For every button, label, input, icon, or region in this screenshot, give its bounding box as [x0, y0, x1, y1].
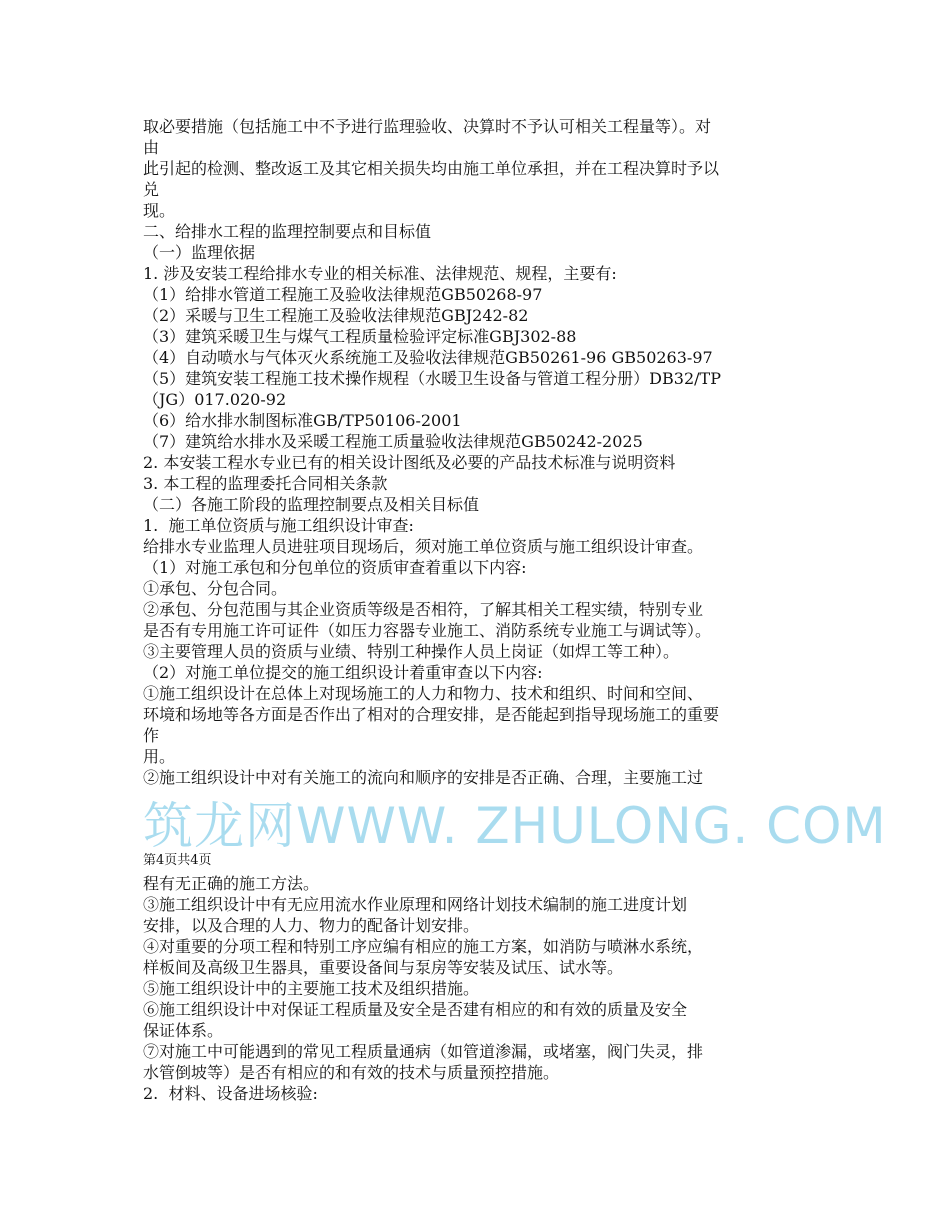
standard-item: （4）自动喷水与气体灭火系统施工及验收法律规范GB50261-96 GB50263-97 [143, 348, 713, 367]
text-line: ③主要管理人员的资质与业绩、特别工种操作人员上岗证（如焊工等工种）。 [143, 642, 680, 661]
standard-item: （3）建筑采暖卫生与煤气工程质量检验评定标准GBJ302-88 [143, 327, 577, 346]
text-line: 由 [143, 138, 160, 157]
body-text-upper [143, 116, 823, 788]
standard-item: （1）给排水管道工程施工及验收法律规范GB50268-97 [143, 285, 543, 304]
text-line: ④对重要的分项工程和特别工序应编有相应的施工方案，如消防与喷淋水系统， [143, 937, 704, 956]
text-line: ⑥施工组织设计中对保证工程质量及安全是否建有相应的和有效的质量及安全 [143, 1000, 688, 1019]
text-line: 环境和场地等各方面是否作出了相对的合理安排，是否能起到指导现场施工的重要 [143, 705, 720, 724]
standard-item: （5）建筑安装工程施工技术操作规程（水暖卫生设备与管道工程分册）DB32/TP [143, 369, 721, 388]
text-line: 是否有专用施工许可证件（如压力容器专业施工、消防系统专业施工与调试等）。 [143, 621, 712, 640]
text-line: 取必要措施（包括施工中不予进行监理验收、决算时不予认可相关工程量等）。对 [143, 117, 712, 136]
text-line: ⑤施工组织设计中的主要施工技术及组织措施。 [143, 979, 480, 998]
text-line: ③施工组织设计中有无应用流水作业原理和网络计划技术编制的施工进度计划 [143, 895, 688, 914]
text-line: ⑦对施工中可能遇到的常见工程质量通病（如管道渗漏，或堵塞，阀门失灵，排 [143, 1042, 704, 1061]
section-heading: 二、给排水工程的监理控制要点和目标值 [143, 222, 432, 241]
page-number: 第4页共4页 [143, 853, 212, 868]
text-line: ②施工组织设计中对有关施工的流向和顺序的安排是否正确、合理，主要施工过 [143, 768, 704, 787]
standard-item: （7）建筑给水排水及采暖工程施工质量验收法律规范GB50242-2025 [143, 432, 643, 451]
text-line: 给排水专业监理人员进驻项目现场后，须对施工单位资质与施工组织设计审查。 [143, 537, 704, 556]
subsection-heading: （一）监理依据 [143, 243, 256, 262]
subsection-heading: （二）各施工阶段的监理控制要点及相关目标值 [143, 495, 480, 514]
text-line: （2）对施工单位提交的施工组织设计着重审查以下内容: [143, 663, 543, 682]
standard-item: （6）给水排水制图标准GB/TP50106-2001 [143, 411, 462, 430]
text-line: 样板间及高级卫生器具，重要设备间与泵房等安装及试压、试水等。 [143, 958, 624, 977]
text-line: 3. 本工程的监理委托合同相关条款 [143, 474, 388, 493]
text-line: （1）对施工承包和分包单位的资质审查着重以下内容: [143, 558, 527, 577]
text-line: 保证体系。 [143, 1021, 224, 1040]
standard-item: （2）采暖与卫生工程施工及验收法律规范GBJ242-82 [143, 306, 529, 325]
text-line: 用。 [143, 747, 176, 766]
text-line: 2. 本安装工程水专业已有的相关设计图纸及必要的产品技术标准与说明资料 [143, 453, 676, 472]
standard-item: （JG）017.020-92 [143, 390, 287, 409]
text-line: 水管倒坡等）是否有相应的和有效的技术与质量预控措施。 [143, 1063, 560, 1082]
text-line: 兑 [143, 180, 160, 199]
text-line: 作 [143, 726, 160, 745]
text-line: ①施工组织设计在总体上对现场施工的人力和物力、技术和组织、时间和空间、 [143, 684, 704, 703]
text-line: 此引起的检测、整改返工及其它相关损失均由施工单位承担，并在工程决算时予以 [143, 159, 720, 178]
text-line: 2. 材料、设备进场核验: [143, 1084, 318, 1103]
text-line: ①承包、分包合同。 [143, 579, 288, 598]
text-line: 1. 施工单位资质与施工组织设计审查: [143, 516, 414, 535]
text-line: 程有无正确的施工方法。 [143, 874, 320, 893]
text-line: 安排，以及合理的人力、物力的配备计划安排。 [143, 916, 480, 935]
body-text-lower [143, 873, 823, 1104]
text-line: 现。 [143, 201, 176, 220]
text-line: ②承包、分包范围与其企业资质等级是否相符，了解其相关工程实绩，特别专业 [143, 600, 704, 619]
text-line: 1. 涉及安装工程给排水专业的相关标准、法律规范、规程，主要有: [143, 264, 617, 283]
watermark-logo: 筑龙网WWW. ZHULONG. COM [143, 797, 887, 855]
